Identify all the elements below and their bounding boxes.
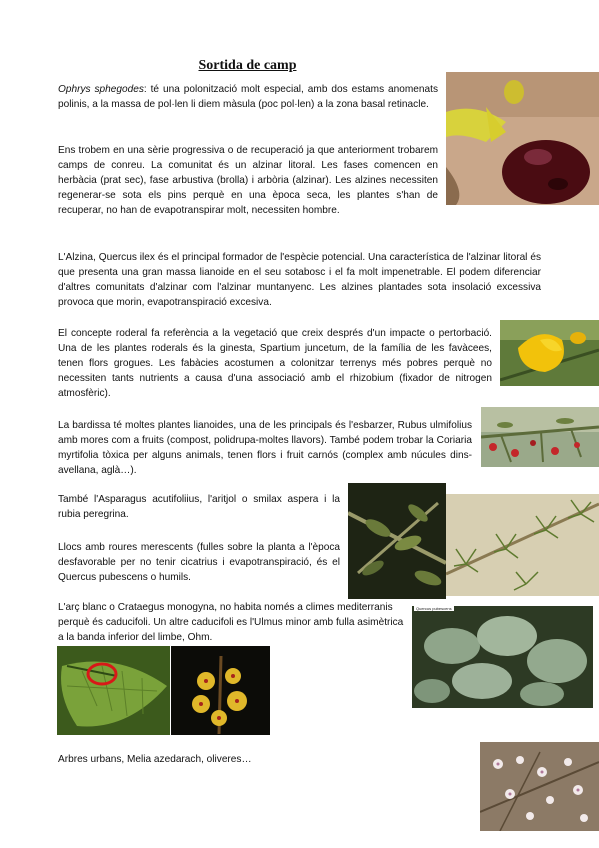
paragraph-asparagus: També l'Asparagus acutifoliius, l'aritjol o smilax aspera i la rubia peregrina. [58, 494, 340, 520]
paragraph-roderal: El concepte roderal fa referència a la vegetació que creix després d'un impacte o pertorbació. Una de les plantes roderals és la ginesta, Spartium juncetum, de la família de les favàcees, tenen flors grogues. Les fabàcies acostumen a colonitzar terrenys més pobres perquè no necessiten tants nutrients a causa d'una associació amb el rhizobium (fixador de nitrogen atmosfèric). [58, 328, 492, 399]
orchid-photo [446, 72, 599, 205]
paragraph-roures: Llocs amb roures merescents (fulles sobre la planta a l'època desfavorable per no tenir cicatrius i evapotranspiració, és el Quercus pubescens o humils. [58, 542, 340, 583]
crataegus-photo [171, 646, 270, 735]
page-title: Sortida de camp [198, 58, 297, 73]
coriaria-photo [481, 407, 599, 467]
paragraph-crataegus: L'arç blanc o Crataegus monogyna, no habita només a climes mediterranis perquè és caducifoli. Un altre caducifoli es l'Ulmus minor amb fulla asimètrica a la banda inferior del limbe, Ohm. [58, 602, 404, 643]
asparagus-photo [446, 494, 599, 596]
paragraph-ophrys [58, 82, 438, 112]
photo-caption: Quercus pubescens [416, 606, 452, 611]
paragraph-urban-trees: Arbres urbans, Melia azedarach, oliveres… [58, 754, 252, 765]
paragraph-alzina: L'Alzina, Quercus ilex és el principal formador de l'espècie potencial. Una característica de l'alzinar litoral és que presenta una gran massa lianoide en el seu sotabosc i el fa molt impenetrable. El podem diferenciar d'altres comunitats d'alzinar com l'alzinar muntanyenc. Les alzines plantades sota insolació excessiva provoca que morin, evapotranspiració excesiva. [58, 252, 541, 308]
ulmus-leaf-photo [57, 646, 170, 735]
rubia-photo [348, 483, 446, 599]
paragraph-succession: Ens trobem en una sèrie progressiva o de recuperació ja que anteriorment trobarem camps de conreu. La comunitat és un alzinar litoral. Les fases comencen en herbàcia (prat sec), fase arbustiva (brolla) i arbòria (alzinar). Les alzines necessiten regenerar-se sota els pins perquè en una època seca, les plantes s'han de recuperar, no han de evapotranspirar molt, necessiten hombre. [58, 145, 438, 216]
species-name: Ophrys sphegodes [58, 84, 144, 95]
melia-photo [480, 742, 599, 831]
quercus-photo [412, 606, 593, 708]
spartium-photo [500, 320, 599, 386]
paragraph-text: : té una polonització molt especial, amb dos estams anomenats polinis, a la massa de pol·len li diem màsula (poc pol·len) a la zona basal retinacle. [58, 84, 438, 110]
paragraph-bardissa: La bardissa té moltes plantes lianoides, una de les principals és l'esbarzer, Rubus ulmifolius amb mores com a fruits (compost, polidrupa-moltes llavors). També podem trobar la Coriaria myrtifolia tòxica per alguns animals, tenen flors i fruit carnós (complex amb núcules dins-avellana, aglà…). [58, 420, 472, 476]
